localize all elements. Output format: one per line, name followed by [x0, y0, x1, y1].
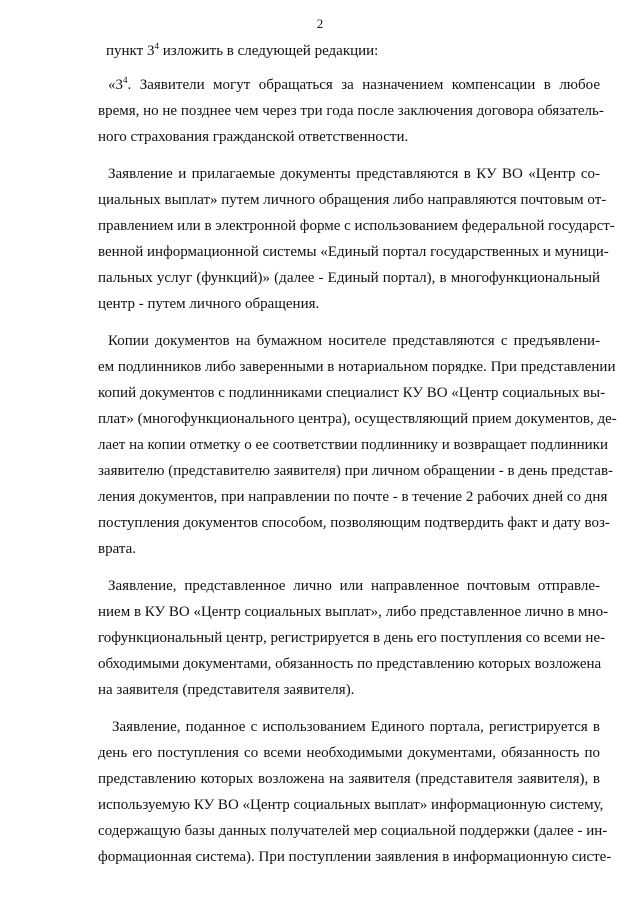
line-text: центр - путем личного обращения.: [98, 296, 320, 312]
text-line: [98, 844, 612, 870]
text-line: [98, 265, 600, 291]
text-line: [98, 766, 600, 792]
line-text: пальных услуг (функций)» (далее - Единый портал), в многофункциональный: [98, 270, 600, 286]
document-body: [98, 38, 617, 870]
text-line: [98, 625, 606, 651]
text-line: [98, 328, 600, 354]
text-line: [98, 714, 600, 740]
paragraph: [98, 72, 604, 150]
line-text: формационная система). При поступлении заявления в информационную систе-: [98, 849, 612, 865]
paragraphs: [98, 72, 617, 870]
text-line: [98, 484, 608, 510]
superscript: 4: [123, 75, 128, 85]
text-line: [98, 98, 604, 124]
text-line: [98, 161, 600, 187]
line-text: заявителю (представителю заявителя) при личном обращении - в день представ-: [98, 463, 614, 479]
line-text: «3: [108, 77, 123, 93]
line-text: Копии документов на бумажном носителе представляются с предъявлени-: [108, 333, 600, 349]
line-text: ного страхования гражданской ответственности.: [98, 129, 409, 145]
line-text: циальных выплат» путем личного обращения либо направляются почтовым от-: [98, 192, 607, 208]
text-line: [98, 72, 600, 98]
line-text: . Заявители могут обращаться за назначением компенсации в любое: [127, 77, 600, 93]
page-number: 2: [316, 16, 324, 31]
line-text: копий документов с подлинниками специалист КУ ВО «Центр социальных вы-: [98, 385, 606, 401]
line-text: день его поступления со всеми необходимыми документами, обязанность по: [98, 745, 600, 761]
text-line: [98, 510, 610, 536]
line-text: Заявление, поданное с использованием Единого портала, регистрируется в: [112, 719, 600, 735]
line-text: нием в КУ ВО «Центр социальных выплат», либо представленное лично в мно-: [98, 604, 609, 620]
text-line: [98, 380, 606, 406]
line-text: Заявление и прилагаемые документы представляются в КУ ВО «Центр со-: [108, 166, 600, 182]
text-line: [98, 406, 617, 432]
text-line: [98, 187, 607, 213]
line-text: плат» (многофункционального центра), осуществляющий прием документов, де-: [98, 411, 617, 427]
line-text: поступления документов способом, позволяющим подтвердить факт и дату воз-: [98, 515, 610, 531]
text-line: [98, 651, 600, 677]
line-text: венной информационной системы «Единый портал государственных и муници-: [98, 244, 609, 260]
line-text: содержащую базы данных получателей мер социальной поддержки (далее - ин-: [98, 823, 608, 839]
line-text: Заявление, представленное лично или направленное почтовым отправле-: [108, 578, 600, 594]
line-text: врата.: [98, 541, 136, 557]
text-line: [98, 458, 614, 484]
text-line: [98, 239, 609, 265]
paragraph: [98, 714, 612, 870]
line-text: лает на копии отметку о ее соответствии подлиннику и возвращает подлинники: [98, 437, 608, 453]
text-line: [98, 792, 604, 818]
text-line: [98, 599, 609, 625]
paragraph: [98, 161, 615, 317]
line-text: правлением или в электронной форме с использованием федеральной государст-: [98, 218, 615, 234]
line-text: гофункциональный центр, регистрируется в день его поступления со всеми не-: [98, 630, 606, 646]
text-line: [98, 573, 600, 599]
text-line: [98, 124, 600, 150]
line-text: ем подлинников либо заверенными в нотариальном порядке. При представлении: [98, 359, 616, 375]
line-text: используемую КУ ВО «Центр социальных выплат» информационную систему,: [98, 797, 604, 813]
text-line: [98, 432, 608, 458]
text-line: [98, 354, 616, 380]
line-text: на заявителя (представителя заявителя).: [98, 682, 355, 698]
text-line: [98, 536, 600, 562]
paragraph: [98, 573, 609, 703]
line-text: представлению которых возложена на заявителя (представителя заявителя), в: [98, 771, 600, 787]
line-text: обходимыми документами, обязанность по представлению которых возложена: [98, 656, 602, 672]
text-line: [98, 818, 608, 844]
line-text: ления документов, при направлении по почте - в течение 2 рабочих дней со дня: [98, 489, 608, 505]
text-line: [98, 213, 615, 239]
text-line: [98, 291, 600, 317]
line-text: время, но не позднее чем через три года после заключения договора обязатель-: [98, 103, 604, 119]
intro-line: пункт $3^4$ изложить в следующей редакции:: [106, 41, 379, 59]
text-line: [98, 677, 600, 703]
paragraph: [98, 328, 617, 562]
text-line: [98, 740, 600, 766]
